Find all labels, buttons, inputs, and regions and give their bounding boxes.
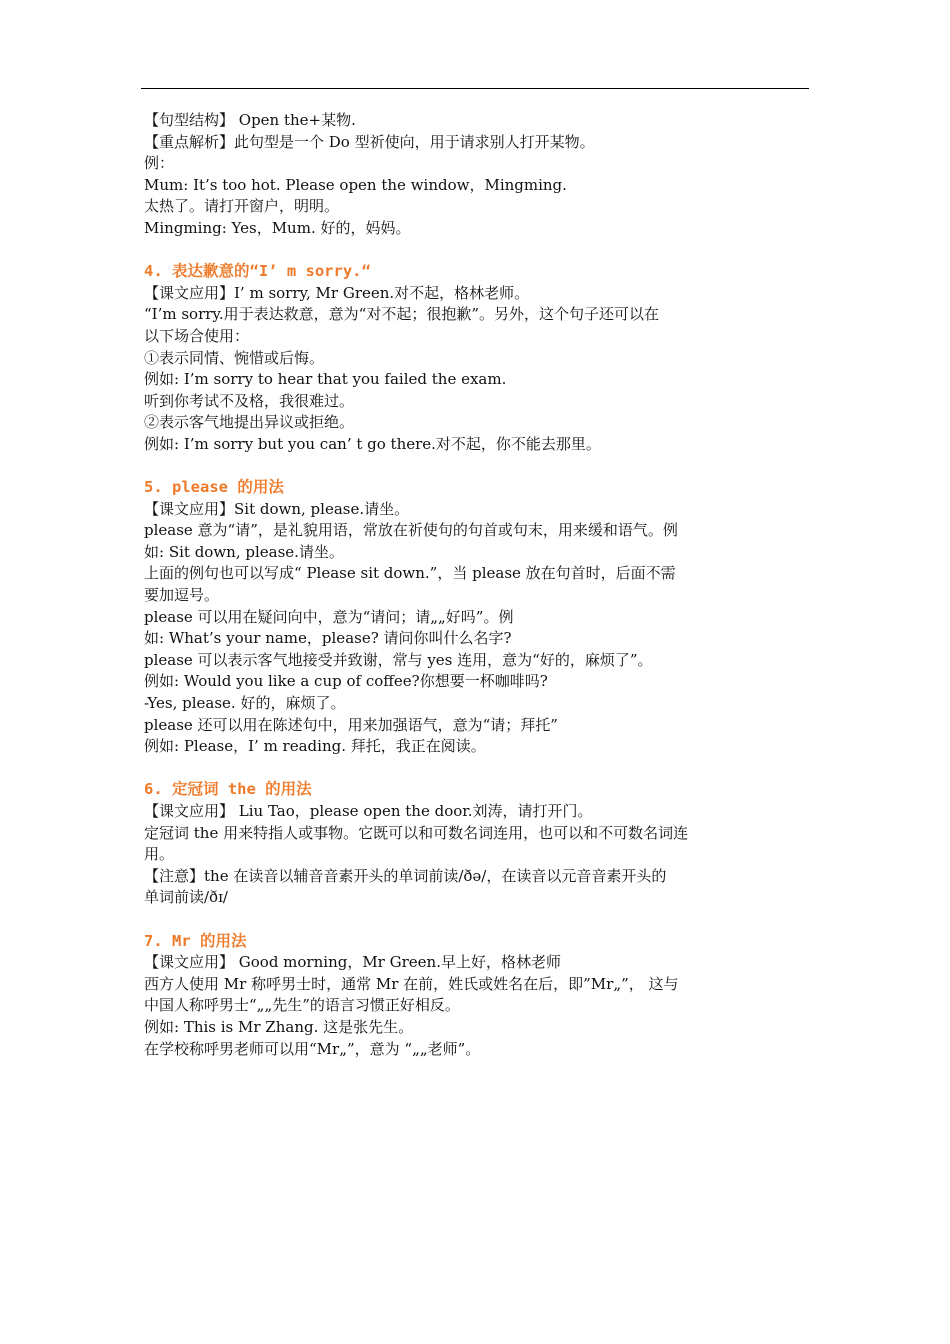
intro-line: 太热了。请打开窗户，明明。 xyxy=(144,197,340,216)
section-heading: 5. please 的用法 xyxy=(144,478,284,497)
section-5 xyxy=(144,477,808,758)
section-6 xyxy=(144,779,808,909)
section-line: please 可以表示客气地接受并致谢，常与 yes 连用，意为“好的，麻烦了”。 xyxy=(144,650,653,669)
header-rule xyxy=(141,88,809,89)
section-line: 例如: Please，I’ m reading. 拜托，我正在阅读。 xyxy=(144,737,486,756)
section-line: 例如: I’m sorry but you can’ t go there.对不起，你不能去那里。 xyxy=(144,434,601,453)
section-line: 以下场合使用： xyxy=(144,326,250,345)
intro-line: Mingming: Yes，Mum. 好的，妈妈。 xyxy=(144,218,411,237)
section-line: 【课文应用】I’ m sorry, Mr Green.对不起，格林老师。 xyxy=(144,283,530,302)
section-line: “I’m sorry.用于表达救意，意为“对不起；很抱歉”。另外，这个句子还可以在 xyxy=(144,305,660,324)
section-line: 【注意】the 在读音以辅音音素开头的单词前读/ðə/，在读音以元音音素开头的 xyxy=(144,866,667,885)
section-line: 如: Sit down, please.请坐。 xyxy=(144,542,344,561)
section-heading: 4. 表达歉意的“I’ m sorry.“ xyxy=(144,262,371,281)
paragraph-gap xyxy=(144,240,808,262)
section-line: please 意为“请”，是礼貌用语，常放在祈使句的句首或句末，用来缓和语气。例 xyxy=(144,521,678,540)
section-7 xyxy=(144,931,808,1061)
section-line: 西方人使用 Mr 称呼男士时，通常 Mr 在前，姓氏或姓名在后，即”Mr„”， 这与 xyxy=(144,974,679,993)
section-heading: 6. 定冠词 the 的用法 xyxy=(144,780,312,799)
section-4 xyxy=(144,261,808,455)
section-line: 单词前读/ðɪ/ xyxy=(144,888,228,907)
section-line: 在学校称呼男老师可以用“Mr„”，意为 “„„老师”。 xyxy=(144,1039,481,1058)
intro-block xyxy=(144,110,808,240)
intro-line: 【句型结构】 Open the+某物. xyxy=(144,111,356,129)
section-line: 要加逗号。 xyxy=(144,586,220,605)
paragraph-gap xyxy=(144,456,808,478)
section-heading: 7. Mr 的用法 xyxy=(144,931,247,950)
paragraph-gap xyxy=(144,758,808,780)
section-line: 上面的例句也可以写成“ Please sit down.”，当 please 放在句首时，后面不需 xyxy=(144,564,676,583)
section-line: ①表示同情、惋惜或后悔。 xyxy=(144,348,325,367)
section-line: -Yes, please. 好的，麻烦了。 xyxy=(144,694,346,713)
section-line: 【课文应用】 Liu Tao，please open the door.刘涛，请打开门。 xyxy=(144,802,593,820)
intro-line: 例： xyxy=(144,154,175,173)
section-line: ②表示客气地提出异议或拒绝。 xyxy=(144,413,355,432)
section-line: 中国人称呼男士“„„先生”的语言习惯正好相反。 xyxy=(144,996,460,1015)
section-line: please 可以用在疑问向中，意为“请问；请„„好吗”。例 xyxy=(144,607,514,626)
section-line: 例如: I’m sorry to hear that you failed the exam. xyxy=(144,370,507,389)
section-line: 例如: This is Mr Zhang. 这是张先生。 xyxy=(144,1017,414,1036)
section-line: 【课文应用】 Good morning，Mr Green.早上好，格林老师 xyxy=(144,953,561,972)
section-line: 用。 xyxy=(144,845,175,864)
paragraph-gap xyxy=(144,909,808,931)
section-line: 例如: Would you like a cup of coffee?你想要一杯咖啡吗? xyxy=(144,672,548,691)
intro-line: Mum: It’s too hot. Please open the window，Mingming. xyxy=(144,175,567,194)
section-line: please 还可以用在陈述句中，用来加强语气，意为“请；拜托” xyxy=(144,715,558,734)
section-line: 听到你考试不及格，我很难过。 xyxy=(144,391,355,410)
document-body xyxy=(144,110,808,1060)
intro-line: 【重点解析】此句型是一个 Do 型祈使向，用于请求别人打开某物。 xyxy=(144,132,595,151)
section-line: 如: What’s your name，please? 请问你叫什么名字? xyxy=(144,629,512,648)
section-line: 【课文应用】Sit down, please.请坐。 xyxy=(144,499,410,518)
section-line: 定冠词 the 用来特指人或事物。它既可以和可数名词连用，也可以和不可数名词连 xyxy=(144,823,689,842)
